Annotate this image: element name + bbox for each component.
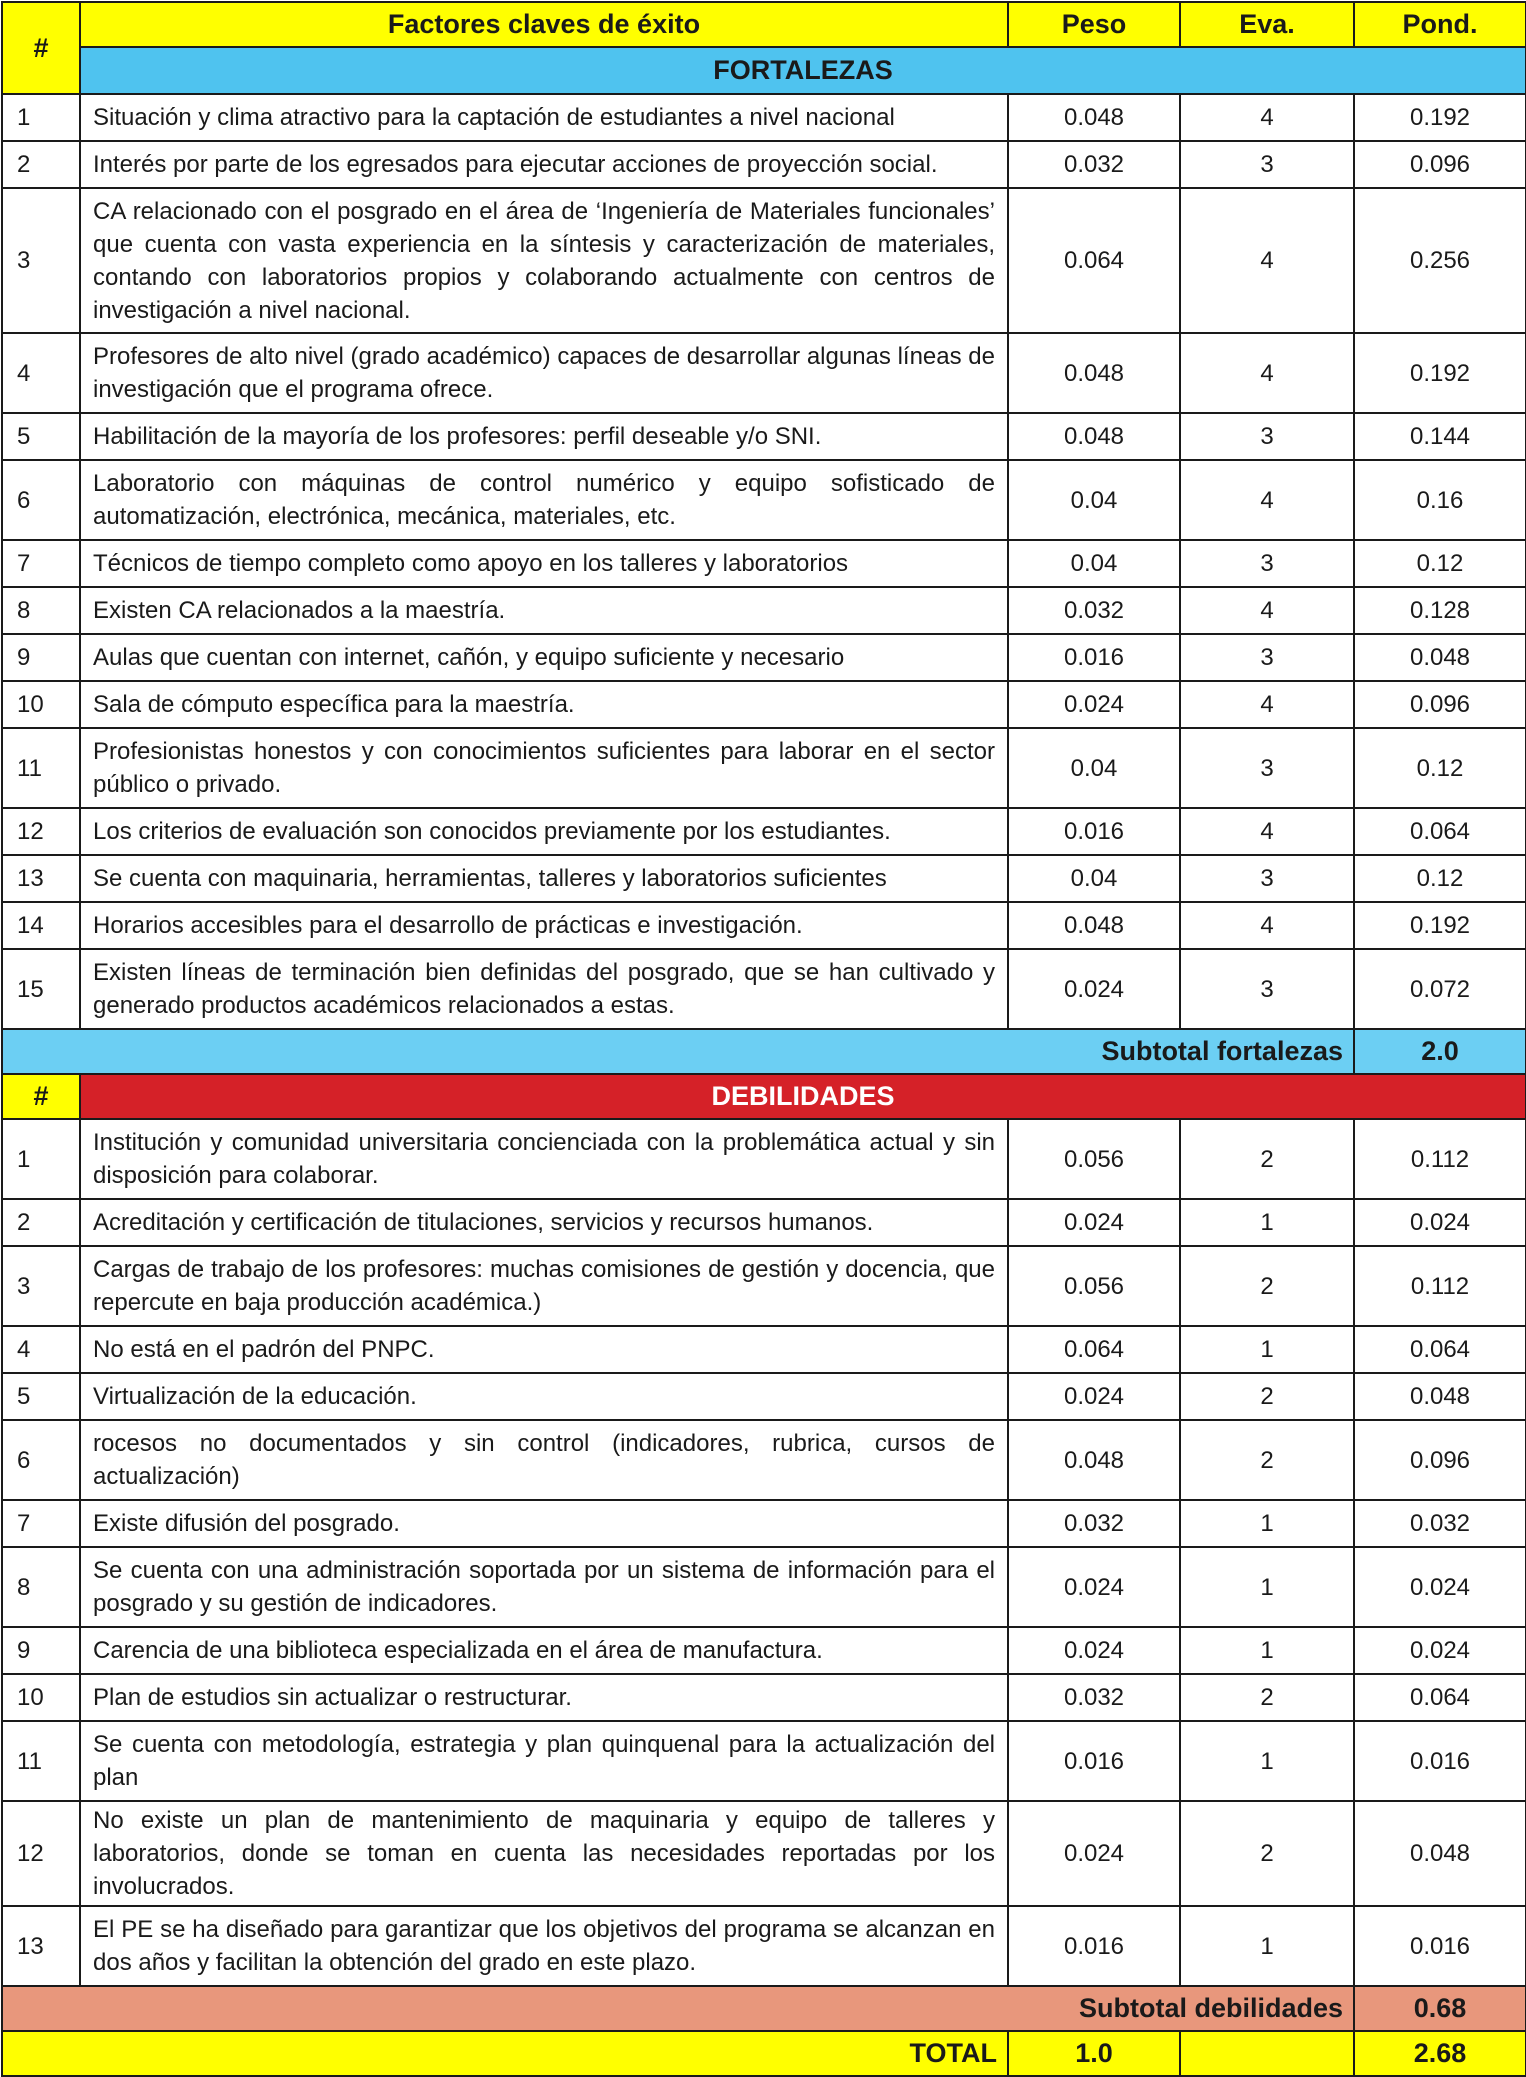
row-peso: 0.016 xyxy=(1008,634,1180,681)
row-peso: 0.024 xyxy=(1008,1199,1180,1246)
debilidades-header-row xyxy=(2,1074,1526,1119)
row-number: 8 xyxy=(2,1547,80,1627)
row-number: 7 xyxy=(2,540,80,587)
row-eva: 1 xyxy=(1180,1326,1354,1373)
row-eva: 4 xyxy=(1180,460,1354,540)
row-eva: 3 xyxy=(1180,634,1354,681)
row-number: 3 xyxy=(2,188,80,333)
row-peso: 0.024 xyxy=(1008,681,1180,728)
row-factor: Se cuenta con una administración soportada por un sistema de información para el posgrado y su gestión de indicadores. xyxy=(80,1547,1008,1627)
total-row xyxy=(2,2031,1526,2076)
row-number: 6 xyxy=(2,460,80,540)
row-pond: 0.12 xyxy=(1354,540,1526,587)
section-title-fortalezas: FORTALEZAS xyxy=(80,47,1526,94)
debilidad-row xyxy=(2,1500,1526,1547)
fortaleza-row xyxy=(2,94,1526,141)
row-peso: 0.048 xyxy=(1008,94,1180,141)
header-factor: Factores claves de éxito xyxy=(80,2,1008,47)
row-eva: 4 xyxy=(1180,587,1354,634)
row-factor: Horarios accesibles para el desarrollo de prácticas e investigación. xyxy=(80,902,1008,949)
row-factor: Cargas de trabajo de los profesores: muchas comisiones de gestión y docencia, que repercute en baja producción académica.) xyxy=(80,1246,1008,1326)
section-title-debilidades: DEBILIDADES xyxy=(80,1074,1526,1119)
row-pond: 0.192 xyxy=(1354,902,1526,949)
row-eva: 2 xyxy=(1180,1801,1354,1906)
row-pond: 0.096 xyxy=(1354,1420,1526,1500)
row-peso: 0.064 xyxy=(1008,188,1180,333)
row-number: 4 xyxy=(2,333,80,413)
row-number: 10 xyxy=(2,1674,80,1721)
row-factor: El PE se ha diseñado para garantizar que los objetivos del programa se alcanzan en dos años y facilitan la obtención del grado en este plazo. xyxy=(80,1906,1008,1986)
debilidad-row xyxy=(2,1246,1526,1326)
total-label: TOTAL xyxy=(2,2031,1008,2076)
debilidad-row xyxy=(2,1420,1526,1500)
subtotal-fortalezas-row xyxy=(2,1029,1526,1074)
debilidad-row xyxy=(2,1627,1526,1674)
fortaleza-row xyxy=(2,855,1526,902)
row-peso: 0.032 xyxy=(1008,1674,1180,1721)
row-eva: 3 xyxy=(1180,540,1354,587)
row-factor: Situación y clima atractivo para la captación de estudiantes a nivel nacional xyxy=(80,94,1008,141)
total-eva-empty xyxy=(1180,2031,1354,2076)
row-peso: 0.016 xyxy=(1008,1906,1180,1986)
row-eva: 3 xyxy=(1180,728,1354,808)
fortaleza-row xyxy=(2,949,1526,1029)
row-eva: 2 xyxy=(1180,1246,1354,1326)
row-eva: 3 xyxy=(1180,855,1354,902)
debilidad-row xyxy=(2,1721,1526,1801)
row-peso: 0.064 xyxy=(1008,1326,1180,1373)
row-factor: Sala de cómputo específica para la maestría. xyxy=(80,681,1008,728)
row-peso: 0.048 xyxy=(1008,902,1180,949)
row-pond: 0.016 xyxy=(1354,1721,1526,1801)
row-pond: 0.024 xyxy=(1354,1547,1526,1627)
fortaleza-row xyxy=(2,141,1526,188)
row-factor: CA relacionado con el posgrado en el área de ‘Ingeniería de Materiales funcionales’ que cuenta con vasta experiencia en la síntesis y caracterización de materiales, contando con laboratorios propios y colaborando actualmente con centros de investigación a nivel nacional. xyxy=(80,188,1008,333)
row-pond: 0.072 xyxy=(1354,949,1526,1029)
row-eva: 4 xyxy=(1180,902,1354,949)
row-number: 5 xyxy=(2,1373,80,1420)
row-eva: 3 xyxy=(1180,413,1354,460)
row-pond: 0.096 xyxy=(1354,681,1526,728)
row-pond: 0.064 xyxy=(1354,808,1526,855)
row-number: 1 xyxy=(2,1119,80,1199)
row-factor: Se cuenta con maquinaria, herramientas, talleres y laboratorios suficientes xyxy=(80,855,1008,902)
subtotal-fortalezas-label: Subtotal fortalezas xyxy=(2,1029,1354,1074)
header-number-debilidades: # xyxy=(2,1074,80,1119)
row-factor: Aulas que cuentan con internet, cañón, y equipo suficiente y necesario xyxy=(80,634,1008,681)
row-factor: Técnicos de tiempo completo como apoyo en los talleres y laboratorios xyxy=(80,540,1008,587)
row-pond: 0.256 xyxy=(1354,188,1526,333)
fortaleza-row xyxy=(2,681,1526,728)
row-eva: 3 xyxy=(1180,141,1354,188)
row-number: 11 xyxy=(2,1721,80,1801)
row-factor: Virtualización de la educación. xyxy=(80,1373,1008,1420)
fortaleza-row xyxy=(2,188,1526,333)
row-pond: 0.048 xyxy=(1354,1801,1526,1906)
row-peso: 0.048 xyxy=(1008,1420,1180,1500)
header-peso: Peso xyxy=(1008,2,1180,47)
row-peso: 0.056 xyxy=(1008,1119,1180,1199)
row-eva: 1 xyxy=(1180,1721,1354,1801)
debilidad-row xyxy=(2,1199,1526,1246)
row-factor: Profesores de alto nivel (grado académico) capaces de desarrollar algunas líneas de investigación que el programa ofrece. xyxy=(80,333,1008,413)
fortaleza-row xyxy=(2,413,1526,460)
row-eva: 4 xyxy=(1180,681,1354,728)
row-number: 3 xyxy=(2,1246,80,1326)
row-number: 2 xyxy=(2,141,80,188)
row-factor: Interés por parte de los egresados para ejecutar acciones de proyección social. xyxy=(80,141,1008,188)
row-eva: 3 xyxy=(1180,949,1354,1029)
row-factor: Existe difusión del posgrado. xyxy=(80,1500,1008,1547)
row-peso: 0.024 xyxy=(1008,1801,1180,1906)
row-peso: 0.04 xyxy=(1008,855,1180,902)
row-number: 14 xyxy=(2,902,80,949)
row-pond: 0.024 xyxy=(1354,1199,1526,1246)
row-pond: 0.192 xyxy=(1354,333,1526,413)
debilidad-row xyxy=(2,1119,1526,1199)
row-number: 9 xyxy=(2,1627,80,1674)
total-peso: 1.0 xyxy=(1008,2031,1180,2076)
row-number: 12 xyxy=(2,1801,80,1906)
row-factor: No existe un plan de mantenimiento de maquinaria y equipo de talleres y laboratorios, donde se toman en cuenta las necesidades reportadas por los involucrados. xyxy=(80,1801,1008,1906)
fortaleza-row xyxy=(2,460,1526,540)
row-pond: 0.144 xyxy=(1354,413,1526,460)
row-peso: 0.048 xyxy=(1008,333,1180,413)
row-pond: 0.016 xyxy=(1354,1906,1526,1986)
row-factor: Habilitación de la mayoría de los profesores: perfil deseable y/o SNI. xyxy=(80,413,1008,460)
row-pond: 0.16 xyxy=(1354,460,1526,540)
fortaleza-row xyxy=(2,540,1526,587)
subtotal-fortalezas-value: 2.0 xyxy=(1354,1029,1526,1074)
row-factor: No está en el padrón del PNPC. xyxy=(80,1326,1008,1373)
row-peso: 0.04 xyxy=(1008,728,1180,808)
row-eva: 4 xyxy=(1180,333,1354,413)
row-number: 15 xyxy=(2,949,80,1029)
row-peso: 0.016 xyxy=(1008,1721,1180,1801)
row-pond: 0.096 xyxy=(1354,141,1526,188)
row-peso: 0.032 xyxy=(1008,141,1180,188)
efi-matrix-table xyxy=(1,1,1526,2077)
fortaleza-row xyxy=(2,587,1526,634)
header-pond: Pond. xyxy=(1354,2,1526,47)
row-number: 2 xyxy=(2,1199,80,1246)
row-number: 6 xyxy=(2,1420,80,1500)
debilidad-row xyxy=(2,1373,1526,1420)
row-factor: rocesos no documentados y sin control (indicadores, rubrica, cursos de actualización) xyxy=(80,1420,1008,1500)
row-number: 13 xyxy=(2,1906,80,1986)
row-peso: 0.016 xyxy=(1008,808,1180,855)
row-eva: 2 xyxy=(1180,1119,1354,1199)
row-pond: 0.048 xyxy=(1354,1373,1526,1420)
row-eva: 2 xyxy=(1180,1373,1354,1420)
row-eva: 1 xyxy=(1180,1627,1354,1674)
row-number: 4 xyxy=(2,1326,80,1373)
row-pond: 0.128 xyxy=(1354,587,1526,634)
row-factor: Laboratorio con máquinas de control numérico y equipo sofisticado de automatización, electrónica, mecánica, materiales, etc. xyxy=(80,460,1008,540)
row-pond: 0.064 xyxy=(1354,1674,1526,1721)
row-peso: 0.04 xyxy=(1008,460,1180,540)
row-peso: 0.024 xyxy=(1008,1547,1180,1627)
debilidad-row xyxy=(2,1547,1526,1627)
row-factor: Profesionistas honestos y con conocimientos suficientes para laborar en el sector público o privado. xyxy=(80,728,1008,808)
row-peso: 0.04 xyxy=(1008,540,1180,587)
row-peso: 0.032 xyxy=(1008,587,1180,634)
row-factor: Se cuenta con metodología, estrategia y plan quinquenal para la actualización del plan xyxy=(80,1721,1008,1801)
row-pond: 0.192 xyxy=(1354,94,1526,141)
row-factor: Carencia de una biblioteca especializada en el área de manufactura. xyxy=(80,1627,1008,1674)
row-number: 9 xyxy=(2,634,80,681)
row-eva: 1 xyxy=(1180,1199,1354,1246)
row-peso: 0.032 xyxy=(1008,1500,1180,1547)
row-factor: Acreditación y certificación de titulaciones, servicios y recursos humanos. xyxy=(80,1199,1008,1246)
row-number: 13 xyxy=(2,855,80,902)
debilidad-row xyxy=(2,1801,1526,1906)
row-pond: 0.112 xyxy=(1354,1119,1526,1199)
header-number: # xyxy=(2,2,80,94)
debilidad-row xyxy=(2,1674,1526,1721)
row-pond: 0.112 xyxy=(1354,1246,1526,1326)
row-factor: Institución y comunidad universitaria concienciada con la problemática actual y sin disposición para colaborar. xyxy=(80,1119,1008,1199)
debilidad-row xyxy=(2,1326,1526,1373)
row-eva: 4 xyxy=(1180,188,1354,333)
row-pond: 0.024 xyxy=(1354,1627,1526,1674)
row-number: 10 xyxy=(2,681,80,728)
row-peso: 0.024 xyxy=(1008,949,1180,1029)
row-pond: 0.12 xyxy=(1354,728,1526,808)
row-number: 1 xyxy=(2,94,80,141)
fortaleza-row xyxy=(2,902,1526,949)
subtotal-debilidades-label: Subtotal debilidades xyxy=(2,1986,1354,2031)
row-peso: 0.024 xyxy=(1008,1373,1180,1420)
row-factor: Existen CA relacionados a la maestría. xyxy=(80,587,1008,634)
subtotal-debilidades-value: 0.68 xyxy=(1354,1986,1526,2031)
row-eva: 2 xyxy=(1180,1420,1354,1500)
row-factor: Los criterios de evaluación son conocidos previamente por los estudiantes. xyxy=(80,808,1008,855)
row-pond: 0.064 xyxy=(1354,1326,1526,1373)
debilidad-row xyxy=(2,1906,1526,1986)
row-pond: 0.12 xyxy=(1354,855,1526,902)
row-pond: 0.032 xyxy=(1354,1500,1526,1547)
row-eva: 4 xyxy=(1180,808,1354,855)
row-number: 12 xyxy=(2,808,80,855)
total-pond: 2.68 xyxy=(1354,2031,1526,2076)
row-number: 7 xyxy=(2,1500,80,1547)
fortaleza-row xyxy=(2,808,1526,855)
row-eva: 1 xyxy=(1180,1500,1354,1547)
fortaleza-row xyxy=(2,634,1526,681)
row-pond: 0.048 xyxy=(1354,634,1526,681)
row-eva: 1 xyxy=(1180,1547,1354,1627)
row-number: 8 xyxy=(2,587,80,634)
fortaleza-row xyxy=(2,333,1526,413)
row-number: 5 xyxy=(2,413,80,460)
row-peso: 0.024 xyxy=(1008,1627,1180,1674)
row-factor: Existen líneas de terminación bien definidas del posgrado, que se han cultivado y generado productos académicos relacionados a estas. xyxy=(80,949,1008,1029)
fortaleza-row xyxy=(2,728,1526,808)
row-peso: 0.048 xyxy=(1008,413,1180,460)
row-peso: 0.056 xyxy=(1008,1246,1180,1326)
row-eva: 2 xyxy=(1180,1674,1354,1721)
subtotal-debilidades-row xyxy=(2,1986,1526,2031)
row-eva: 4 xyxy=(1180,94,1354,141)
row-eva: 1 xyxy=(1180,1906,1354,1986)
row-factor: Plan de estudios sin actualizar o restructurar. xyxy=(80,1674,1008,1721)
row-number: 11 xyxy=(2,728,80,808)
header-eva: Eva. xyxy=(1180,2,1354,47)
